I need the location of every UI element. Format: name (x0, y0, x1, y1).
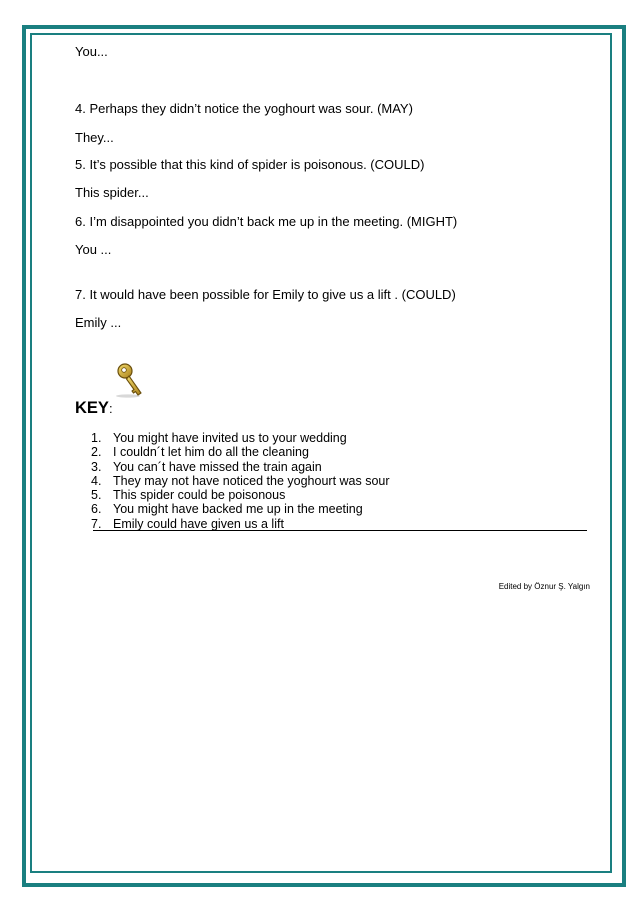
key-item (91, 445, 390, 459)
key-item-text: This spider could be poisonous (113, 488, 286, 503)
answer-key-list (91, 431, 390, 531)
answer-line-7: Emily ... (75, 315, 122, 330)
key-heading-text: KEY (75, 399, 109, 417)
key-item-number: 6. (91, 502, 102, 517)
key-icon (116, 362, 148, 398)
key-item-number: 3. (91, 459, 102, 474)
key-heading (75, 398, 113, 419)
answer-line-6: You ... (75, 242, 112, 257)
key-item-text: You might have backed me up in the meeting (113, 502, 363, 517)
answer-line-4: They... (75, 130, 114, 145)
key-item (91, 431, 390, 445)
key-heading-colon: : (108, 401, 113, 416)
editor-credit: Edited by Öznur Ş. Yalgın (498, 582, 590, 591)
question-4: 4. Perhaps they didn’t notice the yoghourt was sour. (MAY) (75, 101, 413, 116)
key-item-text: You can´t have missed the train again (113, 459, 322, 474)
key-item-number: 4. (91, 473, 102, 488)
key-item (91, 517, 390, 531)
question-6: 6. I’m disappointed you didn’t back me up in the meeting. (MIGHT) (75, 214, 458, 229)
question-7: 7. It would have been possible for Emily to give us a lift . (COULD) (75, 287, 456, 302)
key-item-text: They may not have noticed the yoghourt was sour (113, 473, 390, 488)
key-item (91, 460, 390, 474)
key-item-text: I couldn´t let him do all the cleaning (113, 445, 309, 460)
key-item-number: 7. (91, 516, 102, 531)
key-item-text: You might have invited us to your wedding (113, 431, 347, 445)
key-item (91, 488, 390, 502)
question-5: 5. It’s possible that this kind of spider is poisonous. (COULD) (75, 157, 425, 172)
key-item-text: Emily could have given us a lift (113, 516, 284, 531)
key-divider (93, 530, 587, 531)
key-item-number: 1. (91, 431, 102, 445)
key-item (91, 474, 390, 488)
answer-line-3: You... (75, 44, 108, 59)
answer-line-5: This spider... (75, 185, 149, 200)
key-item-number: 5. (91, 488, 102, 503)
key-item (91, 502, 390, 516)
key-item-number: 2. (91, 445, 102, 460)
